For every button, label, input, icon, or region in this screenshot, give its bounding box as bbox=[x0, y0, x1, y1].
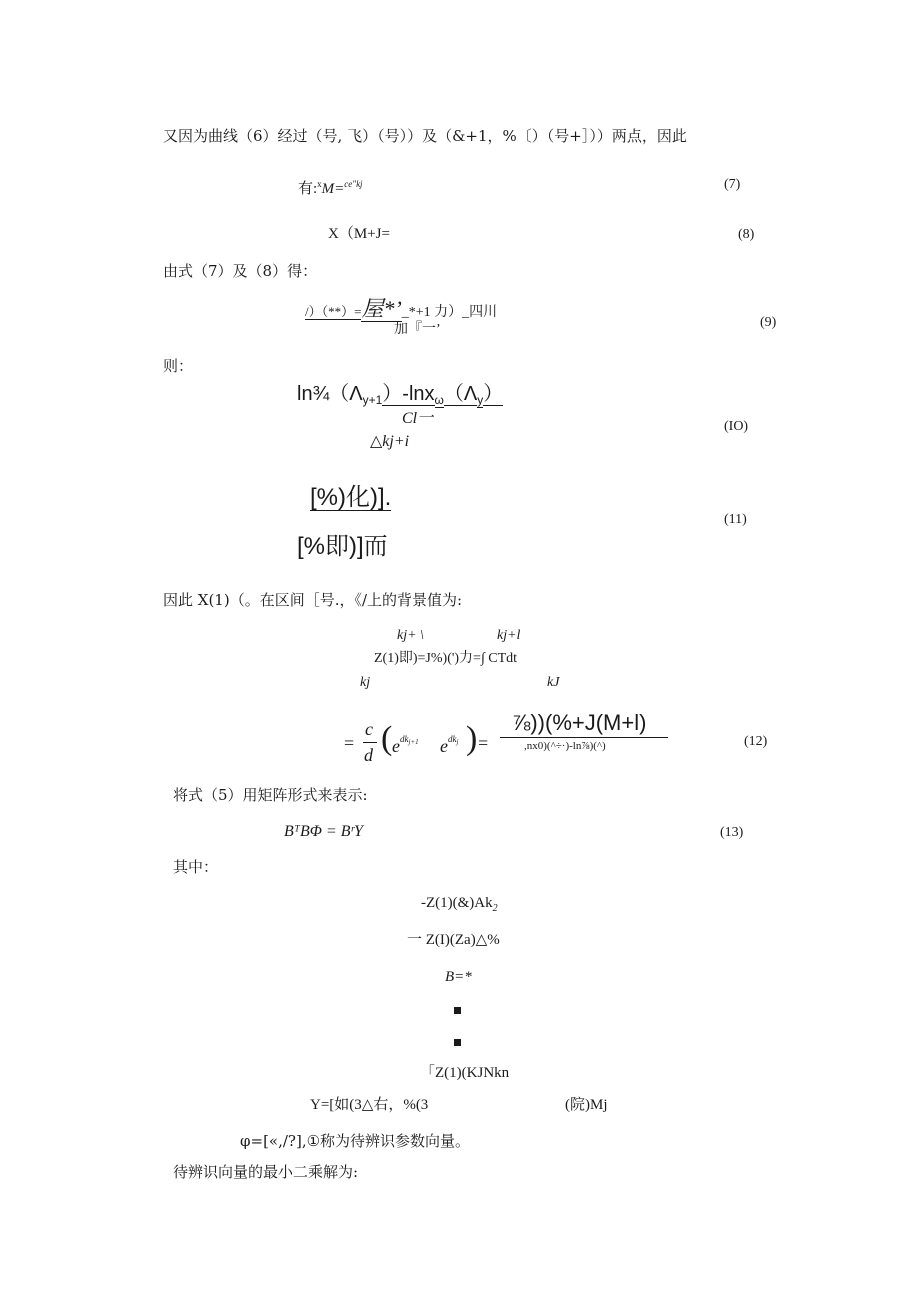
equation-9-part-b: 屋*’ bbox=[361, 296, 402, 321]
equation-number-11: (11) bbox=[724, 512, 747, 527]
right-paren: ) bbox=[466, 720, 478, 757]
equation-12-equals-2: = bbox=[478, 733, 489, 753]
equation-10-term-2: ）-lnx bbox=[382, 383, 435, 405]
paragraph-text: 又因为曲线（6）经过（号, 飞）（号））及（&+1，%〔）（号+］））两点，因此 bbox=[163, 127, 687, 145]
equation-7 bbox=[298, 180, 363, 197]
paragraph-text: φ=[«,/?],①称为待辨识参数向量。 bbox=[240, 1132, 471, 1150]
equation-10-term-4: ） bbox=[483, 383, 504, 405]
equation-11-numerator: [%)化)]. bbox=[310, 484, 392, 511]
equation-8: X（M+J= bbox=[328, 226, 390, 242]
matrix-row-1-text: -Z(1)(&)Ak bbox=[421, 895, 493, 911]
matrix-row-1-sub: 2 bbox=[492, 903, 498, 914]
equation-12-d: d bbox=[364, 745, 373, 765]
equation-number-7: (7) bbox=[724, 177, 741, 192]
equation-7-exp: ce"kj bbox=[344, 179, 363, 189]
equation-10-sub-1: y+1 bbox=[362, 393, 383, 407]
paragraph-text: 将式（5）用矩阵形式来表示: bbox=[173, 786, 368, 804]
equation-12-e1 bbox=[392, 735, 419, 755]
equation-7-lead: 有: bbox=[298, 181, 318, 197]
equation-12-e2 bbox=[440, 735, 458, 755]
equation-10-numerator bbox=[297, 384, 503, 406]
equation-number-8: (8) bbox=[738, 227, 755, 242]
integral-expression: Z(1)即)=J%)(')力=∫ CTdt bbox=[374, 651, 518, 666]
integral-upper-right: kj+l bbox=[497, 628, 521, 643]
matrix-row-2: 一 Z(I)(Za)△% bbox=[407, 932, 500, 948]
equation-number-12: (12) bbox=[744, 734, 768, 749]
equation-11-denominator: [%即)]而 bbox=[297, 533, 388, 560]
equation-12-equals-1: = bbox=[344, 733, 355, 753]
equation-12-rhs-denominator: ,nx0)(^÷·)-ln⅞)(^) bbox=[524, 740, 606, 752]
exp-base-1: e bbox=[392, 736, 400, 756]
equation-7-body: M= bbox=[321, 181, 345, 197]
equation-10-denominator: △kj+i bbox=[370, 433, 410, 450]
exp-power-2: dk bbox=[448, 734, 457, 744]
equation-9-part-c: _*+1 力）_四川 bbox=[401, 305, 498, 320]
equation-12-c: c bbox=[365, 719, 373, 739]
integral-lower-left: kj bbox=[360, 675, 371, 690]
equation-10-middle: Cl一 bbox=[402, 410, 434, 427]
equation-10-sub-3: y bbox=[477, 393, 484, 407]
vertical-ellipsis-dot bbox=[454, 1007, 461, 1014]
vertical-ellipsis-dot bbox=[454, 1039, 461, 1046]
equation-7-sup: x bbox=[317, 179, 322, 189]
equation-9-denominator: 加『一’ bbox=[394, 322, 441, 337]
equation-10-sub-2: ω bbox=[434, 393, 444, 407]
paragraph-text: 因此 X(1)（。在区间［号.，《/上的背景值为: bbox=[163, 591, 463, 609]
paragraph-text: 则： bbox=[163, 357, 194, 375]
equation-10-term-1: ln¾（Λ bbox=[297, 383, 363, 405]
matrix-row-last: 「Z(1)(KJNkn bbox=[420, 1065, 510, 1081]
exp-power-2-sub: j bbox=[456, 738, 459, 746]
integral-upper-left: kj+ \ bbox=[397, 628, 424, 643]
matrix-row-3: B=* bbox=[445, 969, 472, 985]
paragraph-text: 其中： bbox=[173, 858, 219, 876]
y-vector-definition: Y=[如(3△右，%(3 bbox=[310, 1097, 429, 1113]
equation-9-numerator bbox=[305, 298, 497, 320]
fraction-bar bbox=[500, 737, 668, 738]
equation-number-13: (13) bbox=[720, 825, 744, 840]
exp-power-1-sub: j+1 bbox=[408, 738, 419, 746]
exp-base-2: e bbox=[440, 736, 448, 756]
left-paren: ( bbox=[381, 720, 393, 757]
equation-9-part-a: /）（**）= bbox=[305, 304, 362, 319]
exp-power-1: dk bbox=[400, 734, 409, 744]
equation-number-9: (9) bbox=[760, 315, 777, 330]
paragraph-text: 由式（7）及（8）得： bbox=[163, 262, 318, 280]
y-vector-tail: (院)Mj bbox=[565, 1097, 608, 1113]
integral-lower-right: kJ bbox=[547, 675, 560, 690]
equation-12-rhs-numerator: ⅞))(%+J(M+l) bbox=[512, 710, 647, 735]
equation-13: BᵀBΦ = BʳY bbox=[284, 823, 363, 840]
equation-10-term-3: （Λ bbox=[443, 383, 478, 405]
fraction-bar bbox=[363, 742, 377, 743]
paragraph-text: 待辨识向量的最小二乘解为: bbox=[173, 1163, 359, 1181]
equation-number-10: (IO) bbox=[724, 419, 749, 434]
matrix-row-1 bbox=[421, 896, 498, 914]
